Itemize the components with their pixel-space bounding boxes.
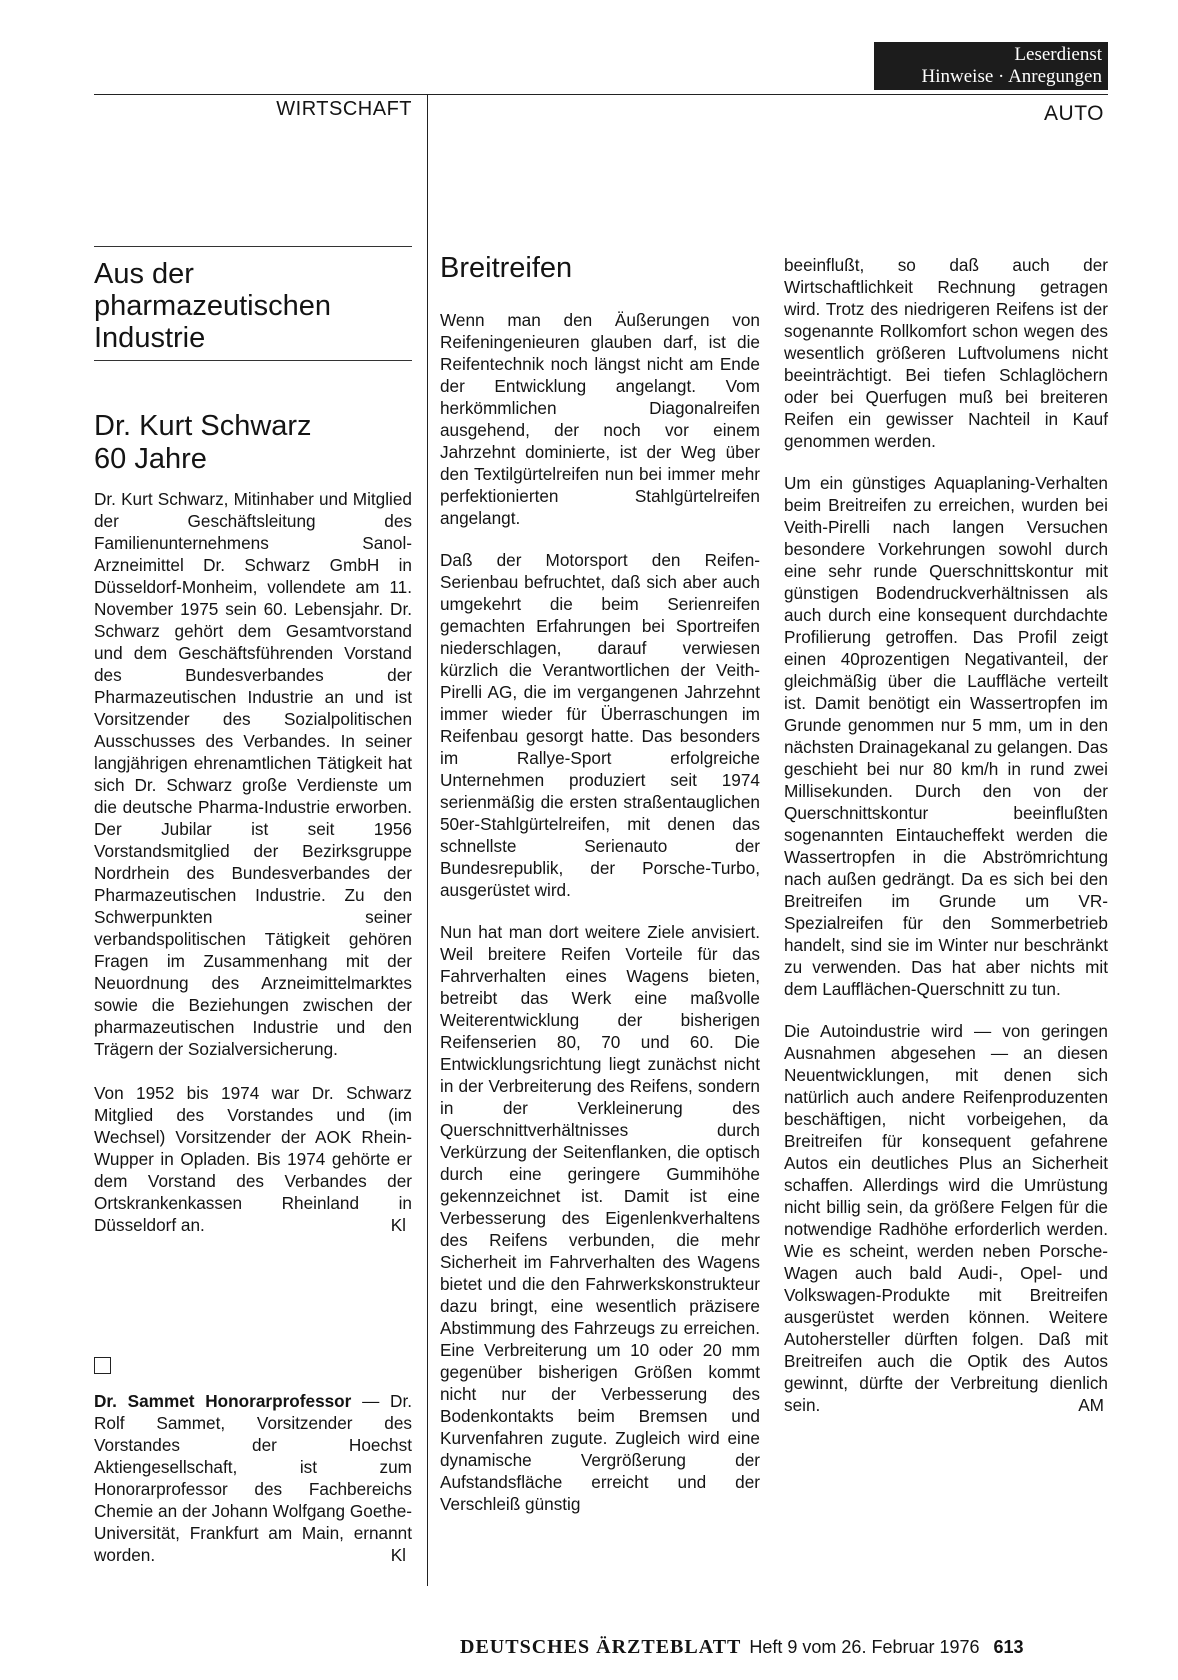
paragraph: Dr. Kurt Schwarz, Mitinhaber und Mitglied der Geschäftsleitung des Familienunternehmens Sanol-Arzneimittel Dr. Schwarz GmbH in Düsseldorf-Monheim, vollendete am 11. November 1975 sein 60. Lebensjahr. Dr. Schwarz gehört dem Gesamtvorstand und dem Geschäftsführenden Vorstand des Bundesverbandes der Pharmazeutischen Industrie an und ist Vorsitzender des Sozialpolitischen Ausschusses des Verbandes. In seiner langjährigen ehrenamtlichen Tätigkeit hat sich Dr. Schwarz große Verdienste um die deutsche Pharma-Industrie erworben. Der Jubilar ist seit 1956 Vorstandsmitglied der Bezirksgruppe Nordrhein des Bundesverbandes der Pharmazeutischen Industrie. Zu den Schwerpunkten seiner verbandspolitischen Tätigkeit gehören Fragen im Zusammenhang mit der Neuordnung des Arzneimittelmarktes sowie die Beziehungen zwischen der pharmazeutischen Industrie und den Trägern der Sozialversicherung.	[94, 489, 412, 1059]
page-footer	[460, 1636, 1110, 1666]
paragraph: Wenn man den Äußerungen von Reifeningenieuren glauben darf, ist die Reifentechnik noch längst nicht am Ende der Entwicklung angelangt. Vom herkömmlichen Diagonalreifen ausgehend, der noch vor einem Jahrzehnt dominierte, ist der Weg über den Textilgürtelreifen nun bei immer mehr perfektionierten Stahlgürtelreifen angelangt.	[440, 310, 760, 528]
paragraph	[94, 1390, 412, 1566]
kicker-heading: Aus der pharmazeutischen Industrie	[94, 258, 331, 354]
kicker-bottom-rule	[94, 360, 412, 361]
author-signature: AM	[1078, 1395, 1104, 1415]
author-signature: Kl	[390, 1215, 406, 1235]
issue-info: Heft 9 vom 26. Februar 1976	[749, 1637, 980, 1657]
paragraph: Nun hat man dort weitere Ziele anvisiert. Weil breitere Reifen Vorteile für das Fahrverhalten eines Wagens bieten, betreibt das Werk eine maßvolle Weiterentwicklung der bisherigen Reifenserien 80, 70 und 60. Die Entwicklungsrichtung liegt zunächst nicht in der Verbreiterung des Reifens, sondern in der Verkleinerung des Querschnittverhältnisses durch Verkürzung der Seitenflanken, die optisch durch eine geringere Gummihöhe gekennzeichnet ist. Damit ist eine Verbesserung des Eigenlenkverhaltens des Reifens verbunden, die mehr Sicherheit im Fahrverhalten des Wagens bietet und die den Fahrwerkskonstrukteur dazu bringt, eine wesentlich präzisere Abstimmung des Fahrzeugs zu erreichen. Eine Verbreiterung um 10 oder 20 mm gegenüber bisherigen Größen kommt nicht nur der Verbesserung des Bodenkontakts beim Bremsen und Kurvenfahren zugute. Zugleich wird eine dynamische Vergrößerung der Aufstandsfläche erreicht und der Verschleiß günstig	[440, 922, 760, 1514]
section-label-auto: AUTO	[1044, 102, 1104, 125]
paragraph	[94, 1082, 412, 1236]
paragraph-text: Dr. Rolf Sammet, Vorsitzender des Vorstandes der Hoechst Aktiengesellschaft, ist zum Honorarprofessor des Fachbereichs Chemie an der Johann Wolfgang Goethe-Universität, Frankfurt am Main, ernannt worden.	[94, 1391, 412, 1565]
paragraph-text: Die Autoindustrie wird — von geringen Ausnahmen abgesehen — an diesen Neuentwicklungen, mit denen sich natürlich auch andere Reifenproduzenten beschäftigen, nicht vorbeigehen, da Breitreifen für konsequent gefahrene Autos ein deutliches Plus an Sicherheit schaffen. Allerdings wird die Umrüstung nicht billig sein, da größere Felgen für die notwendige Radhöhe erforderlich werden. Wie es scheint, werden neben Porsche-Wagen auch bald Audi-, Opel- und Volkswagen-Produkte mit Breitreifen ausgerüstet werden können. Weitere Autohersteller dürften folgen. Daß mit Breitreifen auch die Optik des Autos gewinnt, dürfte der Verbreitung dienlich sein.	[784, 1021, 1108, 1415]
item-heading: Dr. Sammet Honorarprofessor	[94, 1391, 352, 1411]
article-body-schwarz	[94, 488, 412, 1236]
headline-line-2: 60 Jahre	[94, 443, 207, 475]
paragraph: beeinflußt, so daß auch der Wirtschaftlichkeit Rechnung getragen wird. Trotz des niedrigeren Reifens ist der sogenannte Rollkomfort schon wegen des wesentlich größeren Luftvolumens nicht beeinträchtigt. Bei tiefen Schlaglöchern oder bei Querfugen muß bei breiteren Reifen ein gewisser Nachteil in Kauf genommen werden.	[784, 255, 1108, 451]
section-label-wirtschaft: WIRTSCHAFT	[276, 98, 412, 120]
author-signature: Kl	[390, 1545, 406, 1565]
paragraph-text: Von 1952 bis 1974 war Dr. Schwarz Mitglied des Vorstandes und (im Wechsel) Vorsitzender der AOK Rhein-Wupper in Opladen. Bis 1974 gehörte er dem Vorstand des Verbandes der Ortskrankenkassen Rheinland in Düsseldorf an.	[94, 1083, 412, 1235]
page-number: 613	[993, 1637, 1024, 1657]
heading-dash: —	[351, 1391, 380, 1411]
journal-name: DEUTSCHES ÄRZTEBLATT	[460, 1636, 742, 1658]
leserdienst-subtitle: Hinweise · Anregungen	[921, 66, 1102, 87]
leserdienst-title: Leserdienst	[1014, 44, 1102, 65]
paragraph: Daß der Motorsport den Reifen-Serienbau befruchtet, daß sich aber auch umgekehrt die beim Serienreifen gemachten Erfahrungen bei Sportreifen niederschlagen, darauf verwiesen kürzlich die Verantwortlichen der Veith-Pirelli AG, die im vergangenen Jahrzehnt immer wieder für Überraschungen im Reifenbau gesorgt hatte. Das besonders im Rallye-Sport erfolgreiche Unternehmen produziert seit 1974 serienmäßig die ersten straßentauglichen 50er-Stahlgürtelreifen, mit denen das schnellste Serienauto der Bundesrepublik, der Porsche-Turbo, ausgerüstet wird.	[440, 550, 760, 900]
article-body-breitreifen	[440, 309, 760, 1515]
article-body-sammet	[94, 1390, 412, 1566]
leserdienst-badge	[874, 42, 1108, 90]
headline-line-1: Dr. Kurt Schwarz	[94, 410, 312, 442]
kicker-top-rule	[94, 246, 412, 247]
article-body-breitreifen-continued	[784, 254, 1108, 1416]
paragraph: Um ein günstiges Aquaplaning-Verhalten beim Breitreifen zu erreichen, wurden bei Veith-Pirelli nach langen Versuchen besondere Vorkehrungen sowohl durch eine sehr runde Querschnittskontur mit günstigen Bodendruckverhältnissen als auch durch eine konsequent durchdachte Profilierung getroffen. Das Profil zeigt einen 40prozentigen Negativanteil, der gleichmäßig über die Lauffläche verteilt ist. Damit benötigt ein Wassertropfen im Grunde genommen nur 5 mm, um in den nächsten Drainagekanal zu gelangen. Das geschieht bei nur 80 km/h in rund zwei Millisekunden. Durch den von der Querschnittskontur beeinflußten sogenannten Eintaucheffekt werden die Wassertropfen in die Abströmrichtung nach außen gedrängt. Da es sich bei den Breitreifen im Grunde um VR-Spezialreifen für den Sommerbetrieb handelt, sind sie im Winter nur beschränkt zu verwenden. Das hat aber nichts mit dem Laufflächen-Querschnitt zu tun.	[784, 473, 1108, 999]
paragraph	[784, 1020, 1108, 1416]
column-divider	[427, 94, 428, 1586]
article-title-breitreifen: Breitreifen	[440, 252, 573, 284]
article-headline-schwarz	[94, 410, 412, 476]
header-rule	[94, 94, 1108, 95]
square-bullet-icon	[94, 1357, 111, 1374]
